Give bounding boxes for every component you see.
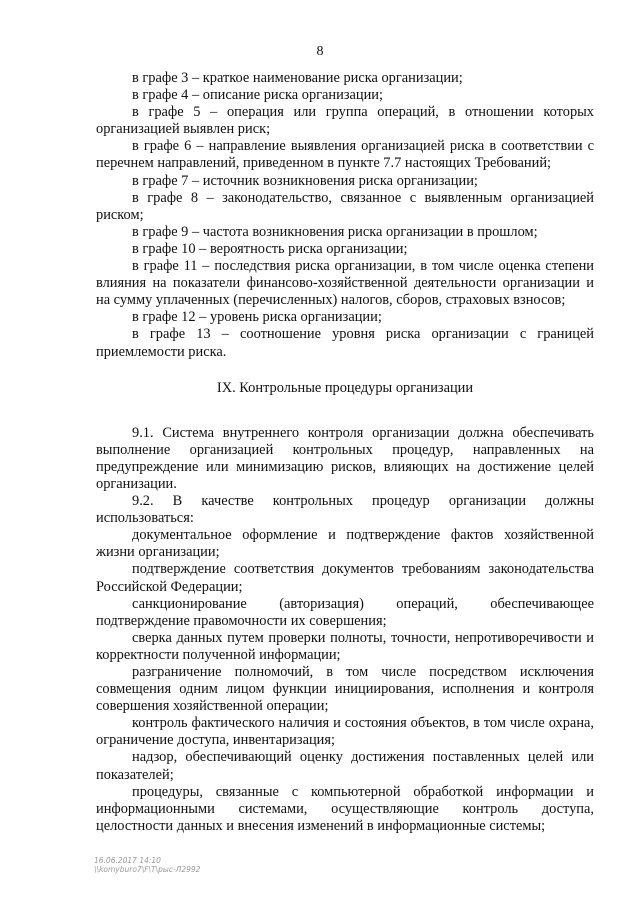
list-item-column-9: в графе 9 – частота возникновения риска организации в прошлом; — [132, 223, 538, 240]
list-item-column-11: в графе 11 – последствия риска организации, в том числе оценка степени влияния на показатели финансово-хозяйственной деятельности организации и на сумму уплаченных (перечисленных) налогов, сборов, страховых взносов; — [96, 258, 594, 309]
list-item-column-10: в графе 10 – вероятность риска организации; — [132, 240, 408, 257]
list-item-column-12: в графе 12 – уровень риска организации; — [132, 309, 382, 326]
procedure-item: санкционирование (авторизация) операций, обеспечивающее подтверждение правомочности их совершения; — [96, 595, 594, 629]
footer-timestamp: 16.06.2017 14:10 — [94, 856, 161, 865]
procedure-item: разграничение полномочий, в том числе посредством исключения совмещения одним лицом функции инициирования, исполнения и контроля совершения хозяйственной операции; — [96, 664, 594, 715]
clause-9-1: 9.1. Система внутреннего контроля организации должна обеспечивать выполнение организацией контрольных процедур, направленных на предупреждение или минимизацию рисков, влияющих на достижение целей организации. — [96, 424, 594, 492]
document-body — [96, 70, 594, 835]
procedure-item: контроль фактического наличия и состояния объектов, в том числе охрана, ограничение доступа, инвентаризация; — [96, 715, 594, 749]
footer-path: \\komyburo7\F\Т\рыс-Л2992 — [94, 865, 201, 874]
print-footer — [94, 856, 200, 874]
procedure-item: сверка данных путем проверки полноты, точности, непротиворечивости и корректности полученной информации; — [96, 629, 594, 663]
procedure-item: подтверждение соответствия документов требованиям законодательства Российской Федерации; — [96, 561, 594, 595]
procedure-item: документальное оформление и подтверждение фактов хозяйственной жизни организации; — [96, 527, 594, 561]
list-item-column-13: в графе 13 – соотношение уровня риска организации с границей приемлемости риска. — [96, 326, 594, 360]
clause-9-2: 9.2. В качестве контрольных процедур организации должны использоваться: — [96, 493, 594, 527]
section-heading: IX. Контрольные процедуры организации — [216, 379, 474, 396]
list-item-column-4: в графе 4 – описание риска организации; — [132, 87, 384, 104]
list-item-column-5: в графе 5 – операция или группа операций, в отношении которых организацией выявлен риск; — [96, 104, 594, 138]
page-number: 8 — [316, 44, 324, 59]
list-item-column-3: в графе 3 – краткое наименование риска организации; — [132, 70, 463, 86]
list-item-column-7: в графе 7 – источник возникновения риска организации; — [132, 172, 478, 189]
list-item-column-8: в графе 8 – законодательство, связанное с выявленным организацией риском; — [96, 189, 594, 223]
list-item-column-6: в графе 6 – направление выявления организацией риска в соответствии с перечнем направлений, приведенном в пункте 7.7 настоящих Требований; — [96, 138, 594, 172]
procedure-item: надзор, обеспечивающий оценку достижения поставленных целей или показателей; — [96, 749, 594, 783]
procedure-item: процедуры, связанные с компьютерной обработкой информации и информационными системами, осуществляющие контроль доступа, целостности данных и внесения изменений в информационные системы; — [96, 783, 594, 834]
